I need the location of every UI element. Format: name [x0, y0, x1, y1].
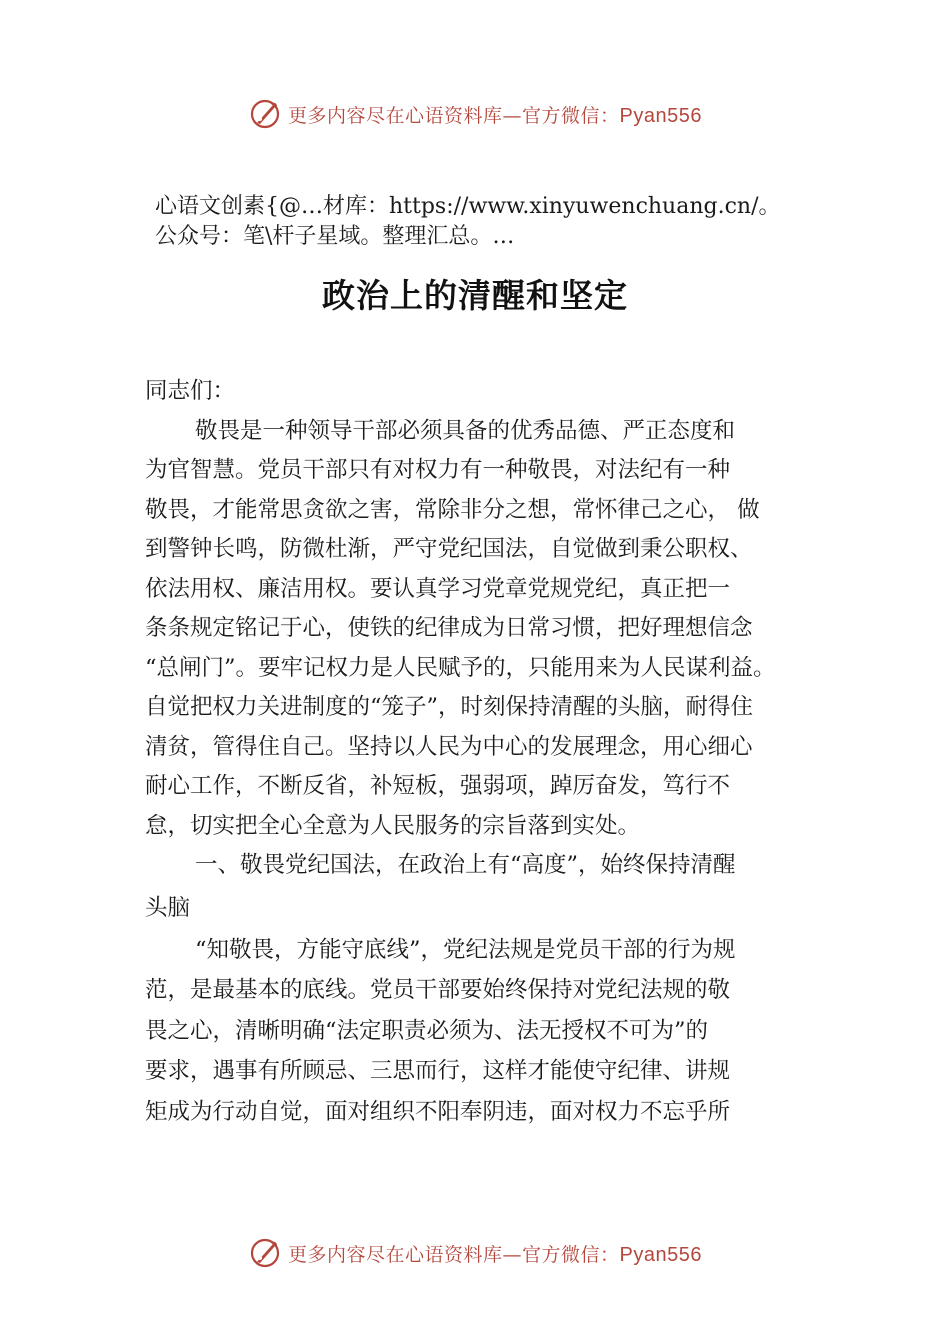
- banner-text: [288, 1240, 702, 1267]
- banner-wechat-id: Pyan556: [619, 1243, 702, 1266]
- salutation: 同志们：: [145, 378, 236, 404]
- text-line: 矩成为行动自觉，面对组织不阳奉阴违，面对权力不忘乎所: [145, 1098, 731, 1125]
- text-line: 敬畏，才能常思贪欲之害，常除非分之想，常怀律己之心， 做: [145, 496, 760, 523]
- text-line: 依法用权、廉洁用权。要认真学习党章党规党纪，真正把一: [145, 575, 731, 602]
- text-line: 敬畏是一种领导干部必须具备的优秀品德、严正态度和: [195, 417, 736, 444]
- text-line: 清贫，管得住自己。坚持以人民为中心的发展理念，用心细心: [145, 733, 753, 760]
- text-line: 耐心工作，不断反省，补短板，强弱项，踔厉奋发，笃行不: [145, 773, 731, 799]
- heading-line: 头脑: [145, 894, 191, 921]
- heading-line: 一、敬畏党纪国法，在政治上有“高度”，始终保持清醒: [195, 852, 736, 878]
- footer-watermark-banner: [0, 1231, 950, 1275]
- text-line: 怠，切实把全心全意为人民服务的宗旨落到实处。: [145, 812, 641, 839]
- text-line: 范，是最基本的底线。党员干部要始终保持对党纪法规的敬: [145, 977, 731, 1003]
- paragraph-1: [145, 412, 845, 847]
- text-line: 为官智慧。党员干部只有对权力有一种敬畏，对法纪有一种: [145, 457, 731, 483]
- banner-text-cn: 更多内容尽在心语资料库—官方微信：: [288, 1243, 620, 1266]
- text-line: “知敬畏，方能守底线”，党纪法规是党员干部的行为规: [195, 936, 736, 963]
- text-line: “总闸门”。要牢记权力是人民赋予的，只能用来为人民谋利益。: [145, 654, 776, 681]
- text-line: 要求，遇事有所顾忌、三思而行，这样才能使守纪律、讲规: [145, 1058, 731, 1084]
- quill-seal-icon: [248, 97, 282, 131]
- quill-seal-icon: [248, 1236, 282, 1270]
- banner-text: [288, 101, 702, 128]
- text-line: 条条规定铭记于心，使铁的纪律成为日常习惯，把好理想信念: [145, 615, 753, 641]
- text-line: 畏之心，清晰明确“法定职责必须为、法无授权不可为”的: [145, 1017, 709, 1044]
- header-watermark-banner: [0, 92, 950, 136]
- banner-wechat-id: Pyan556: [619, 104, 702, 127]
- source-note-line: 心语文创素{@…材库：https://www.xinyuwenchuang.cn/。: [155, 194, 781, 219]
- paragraph-2: [145, 930, 845, 1133]
- section-heading-1: [145, 846, 845, 930]
- document-body: [145, 372, 845, 1132]
- source-note-line: 公众号：笔\杆子星域。整理汇总。…: [155, 224, 515, 249]
- text-line: 到警钟长鸣，防微杜渐，严守党纪国法，自觉做到秉公职权、: [145, 536, 753, 562]
- source-note: [155, 192, 835, 252]
- text-line: 自觉把权力关进制度的“笼子”，时刻保持清醒的头脑，耐得住: [145, 694, 754, 720]
- document-title: 政治上的清醒和坚定: [322, 276, 628, 315]
- banner-text-cn: 更多内容尽在心语资料库—官方微信：: [288, 104, 620, 127]
